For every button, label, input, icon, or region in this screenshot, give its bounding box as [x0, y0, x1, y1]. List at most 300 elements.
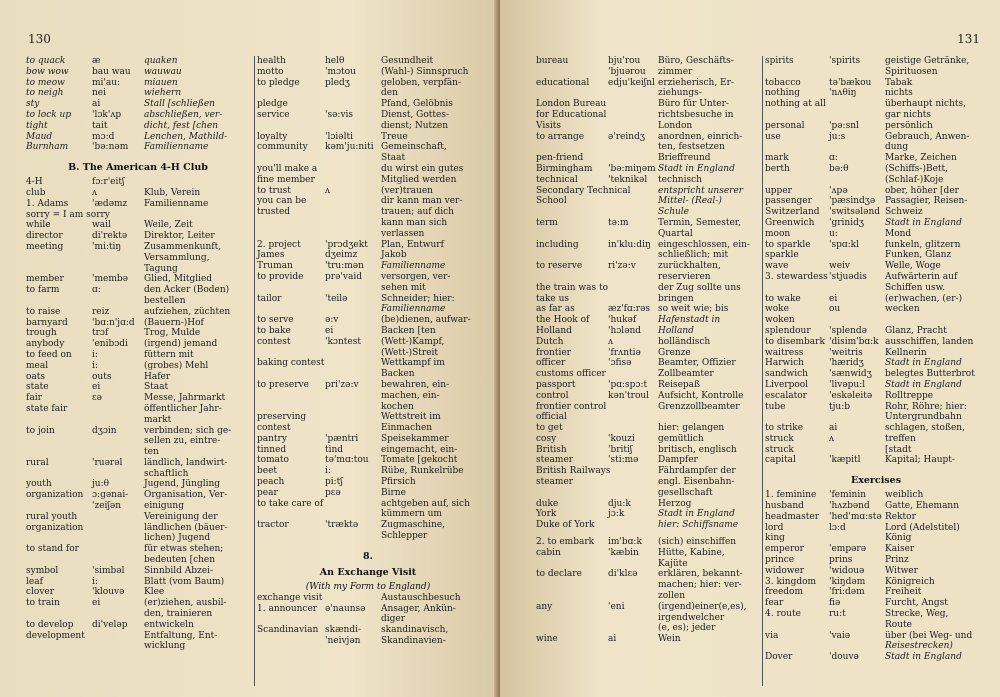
vocab-entry	[536, 186, 760, 197]
pronunciation: prə'vaid	[325, 271, 362, 282]
english-word: motto	[257, 66, 284, 77]
german-translation: Büro, Geschäfts-	[658, 56, 734, 66]
german-translation: Entfaltung, Ent-	[144, 630, 218, 641]
german-translation: (e, es); jeder	[658, 623, 716, 634]
german-translation: ten, festsetzen	[658, 142, 725, 153]
german-translation: Wein	[658, 634, 681, 645]
vocab-entry	[26, 544, 250, 555]
vocab-entry	[765, 153, 987, 164]
english-word: sparkle	[765, 250, 799, 261]
vocab-entry	[26, 598, 250, 609]
german-translation: Strecke, Weg,	[885, 609, 949, 620]
pronunciation: tə'bækou	[829, 77, 872, 88]
pronunciation: 'empərə	[829, 544, 867, 555]
vocab-entry	[26, 307, 250, 318]
english-word: capital	[765, 455, 796, 466]
english-word: husband	[765, 501, 804, 512]
pronunciation: 'ʌpə	[829, 185, 848, 196]
pronunciation: bju'rou	[608, 56, 641, 66]
english-word: leaf	[26, 576, 43, 587]
german-translation: Aufsicht, Kontrolle	[658, 390, 744, 401]
german-translation: Versammlung,	[144, 252, 210, 263]
vocab-entry	[536, 196, 760, 207]
vocab-entry	[26, 436, 250, 447]
english-word: tight	[26, 120, 48, 131]
german-translation: aufziehen, züchten	[144, 306, 231, 317]
german-translation: [stadt	[885, 444, 912, 455]
german-translation: überhaupt nichts,	[885, 99, 966, 110]
pronunciation	[92, 253, 144, 264]
pronunciation: 'bjuərou	[608, 66, 646, 77]
spacer	[765, 466, 987, 472]
vocab-entry	[26, 231, 250, 242]
vocab-entry	[765, 358, 987, 369]
vocab-entry	[257, 121, 479, 132]
german-translation: Mond	[885, 228, 912, 239]
german-translation: Aufwärterin auf	[885, 271, 958, 282]
english-word: development	[26, 630, 85, 641]
pronunciation	[325, 402, 381, 413]
vocab-entry	[765, 455, 987, 466]
vocab-entry	[765, 315, 987, 326]
vocab-entry	[26, 566, 250, 577]
pronunciation: ə:v	[325, 315, 339, 326]
german-translation: Büro für Unter-	[658, 99, 729, 110]
german-translation: Dienst, Gottes-	[381, 109, 450, 120]
german-translation: ausschiffen, landen	[885, 336, 974, 347]
pronunciation: 'kæbin	[608, 547, 639, 558]
pronunciation: 'membə	[92, 274, 128, 285]
vocab-entry	[765, 294, 987, 305]
german-translation: Furcht, Angst	[885, 598, 948, 609]
english-word: meeting	[26, 241, 64, 252]
pronunciation: 'simbəl	[92, 565, 125, 576]
vocab-entry	[257, 142, 479, 153]
english-word	[536, 207, 608, 218]
pronunciation: 'pæntri	[325, 433, 359, 444]
section-heading: B. The American 4-H Club	[68, 162, 208, 174]
vocab-entry	[536, 520, 760, 531]
vocab-entry	[765, 609, 987, 620]
vocab-entry	[26, 188, 250, 199]
vocab-entry	[765, 196, 987, 207]
english-word: tobacco	[765, 77, 801, 88]
german-translation: Pfirsich	[381, 477, 416, 488]
vocab-entry	[536, 548, 760, 559]
pronunciation: i:	[92, 576, 98, 587]
german-translation: gesellschaft	[658, 487, 713, 498]
vocab-entry	[765, 99, 987, 110]
german-translation: ländlich, landwirt-	[144, 457, 228, 468]
vocab-entry	[765, 631, 987, 642]
pronunciation: 'klouvə	[92, 587, 125, 598]
vocab-entry	[26, 479, 250, 490]
pronunciation	[608, 110, 658, 121]
german-translation: Familienname	[144, 198, 209, 209]
german-translation: Sinnbild Abzei-	[144, 565, 214, 576]
pronunciation: 'ruərəl	[92, 457, 123, 468]
vocab-entry	[536, 294, 760, 305]
pronunciation: 'livəpu:l	[829, 379, 866, 390]
english-word	[26, 609, 92, 620]
vocab-entry	[765, 533, 987, 544]
english-word: to declare	[536, 569, 582, 580]
german-translation: Brieffreund	[658, 153, 711, 164]
vocab-entry	[257, 283, 479, 294]
vocab-entry	[765, 620, 987, 631]
english-word: wine	[536, 634, 558, 645]
vocab-entry	[26, 587, 250, 598]
german-translation: ober, höher [der	[885, 185, 959, 196]
german-translation: gar nichts	[885, 109, 932, 120]
vocab-entry	[536, 250, 760, 261]
german-translation: ten	[144, 447, 159, 458]
english-word: frontier control	[536, 401, 607, 412]
pronunciation: 'prɔdʒekt	[325, 239, 368, 250]
vocab-entry	[26, 78, 250, 89]
german-translation: füttern mit	[144, 349, 194, 360]
pronunciation: ɑ:	[829, 153, 838, 164]
vocab-entry	[765, 88, 987, 99]
vocab-entry	[536, 315, 760, 326]
english-word	[257, 636, 325, 647]
german-translation: Ansager, Ankün-	[381, 603, 456, 614]
english-word: fine member	[257, 174, 315, 185]
vocab-entry	[257, 423, 479, 434]
german-translation: Glanz, Pracht	[885, 325, 947, 336]
german-translation: Organisation, Ver-	[144, 490, 228, 501]
vocab-entry	[536, 391, 760, 402]
pronunciation: lɔ:d	[829, 522, 846, 533]
german-translation: Wettkampf im	[381, 358, 445, 369]
german-translation: den Acker (Boden)	[144, 285, 230, 296]
pronunciation: ʌ	[92, 187, 98, 198]
vocab-entry	[765, 229, 987, 240]
vocab-entry	[536, 434, 760, 445]
vocab-entry	[536, 261, 760, 272]
pronunciation	[92, 469, 144, 480]
vocab-entry	[536, 164, 760, 175]
pronunciation: bau wau	[92, 66, 131, 77]
german-translation: Familienname	[144, 142, 209, 153]
german-translation: Stadt in England	[658, 163, 735, 174]
english-word: London Bureau	[536, 99, 607, 110]
english-word: officer	[536, 358, 566, 369]
left-page-column-2	[254, 56, 479, 686]
vocab-entry	[26, 609, 250, 620]
pronunciation: weiv	[829, 261, 850, 272]
pronunciation: mɔ:d	[92, 131, 115, 142]
vocab-entry	[536, 423, 760, 434]
section-heading: An Exchange Visit	[319, 566, 417, 578]
vocab-entry	[257, 250, 479, 261]
english-word	[26, 264, 92, 275]
german-translation: Witwer	[885, 565, 918, 576]
german-translation: Hafenstadt in	[658, 315, 721, 326]
english-word: lord	[765, 522, 784, 533]
pronunciation: edju'keiʃnl	[608, 77, 655, 88]
pronunciation	[608, 283, 658, 294]
vocab-entry	[257, 614, 479, 625]
pronunciation	[829, 250, 885, 261]
english-word: waitress	[765, 347, 804, 358]
vocab-entry	[765, 391, 987, 402]
vocab-entry	[257, 466, 479, 477]
german-translation: dicht, fest [chen	[144, 120, 219, 131]
pronunciation	[608, 272, 658, 283]
german-translation: Herzog	[658, 498, 692, 509]
german-translation: (Wett-)Streit	[381, 347, 439, 358]
vocab-entry	[26, 210, 250, 221]
pronunciation: 'bə:miŋəm	[608, 163, 656, 174]
english-word: to neigh	[26, 88, 64, 99]
right-page-number: 131	[957, 32, 980, 46]
pronunciation: 'spɑ:kl	[829, 239, 859, 250]
vocab-entry	[257, 625, 479, 636]
vocab-entry	[26, 296, 250, 307]
german-translation: zimmer	[658, 66, 693, 77]
vocab-entry	[765, 587, 987, 598]
pronunciation	[325, 391, 381, 402]
english-word: baking contest	[257, 358, 325, 369]
german-translation: verlassen	[381, 228, 425, 239]
pronunciation: di'veləp	[92, 619, 128, 630]
vocab-entry	[26, 555, 250, 566]
english-word: term	[536, 217, 558, 228]
vocab-entry	[536, 402, 760, 413]
vocab-entry	[765, 412, 987, 423]
pronunciation	[829, 142, 885, 153]
pronunciation	[325, 218, 381, 229]
english-word	[257, 218, 325, 229]
german-translation: quaken	[144, 56, 178, 66]
vocab-entry	[26, 177, 250, 188]
german-translation: verbinden; sich ge-	[144, 425, 232, 436]
vocab-entry	[536, 445, 760, 456]
german-translation: Staat	[144, 382, 169, 393]
english-word: anybody	[26, 339, 65, 350]
english-word: Switzerland	[765, 207, 820, 218]
german-translation: anordnen, einrich-	[658, 131, 743, 142]
german-translation: Einmachen	[381, 423, 433, 434]
vocab-entry	[257, 110, 479, 121]
german-translation: Plan, Entwurf	[381, 239, 444, 250]
english-word: 1. feminine	[765, 490, 817, 501]
german-translation: einigung	[144, 501, 184, 512]
german-translation: über (bei Weg- und	[885, 630, 973, 641]
german-translation: Gesundheit	[381, 56, 434, 66]
german-translation	[658, 412, 760, 423]
english-word: tailor	[257, 293, 282, 304]
pronunciation	[608, 591, 658, 602]
german-translation: Glied, Mitglied	[144, 274, 213, 285]
pronunciation	[325, 412, 381, 423]
pronunciation: 'widouə	[829, 565, 865, 576]
english-word: including	[536, 239, 579, 250]
english-word	[536, 88, 608, 99]
pronunciation	[608, 88, 658, 99]
vocab-entry	[257, 337, 479, 348]
german-translation: schließlich; mit	[658, 250, 729, 261]
vocab-entry	[536, 272, 760, 283]
german-translation: Prinz	[885, 555, 909, 566]
vocab-entry	[536, 229, 760, 240]
pronunciation: nei	[92, 88, 107, 99]
right-page	[500, 0, 1000, 697]
vocab-entry	[765, 641, 987, 652]
pronunciation	[608, 142, 658, 153]
pronunciation	[325, 499, 381, 510]
pronunciation	[829, 99, 885, 110]
english-word	[257, 304, 325, 315]
english-word: any	[536, 601, 553, 612]
german-translation: persönlich	[885, 120, 933, 131]
pronunciation	[608, 402, 658, 413]
english-word	[765, 67, 829, 78]
vocab-entry	[536, 99, 760, 110]
vocab-entry	[26, 447, 250, 458]
vocab-entry	[765, 175, 987, 186]
pronunciation: jɔ:k	[608, 509, 625, 520]
vocab-entry	[765, 337, 987, 348]
german-translation: Trog, Mulde	[144, 328, 201, 339]
english-word: youth	[26, 479, 52, 490]
german-translation: Schiffen usw.	[885, 282, 946, 293]
german-translation: Klub, Verein	[144, 187, 201, 198]
vocab-entry	[257, 78, 479, 89]
pronunciation: 'hukəf	[608, 315, 637, 326]
pronunciation	[325, 423, 381, 434]
german-translation: Hütte, Kabine,	[658, 547, 725, 558]
german-translation: (ver)trauen	[381, 185, 433, 196]
english-word	[26, 469, 92, 480]
vocab-entry	[257, 196, 479, 207]
pronunciation: ju:s	[829, 131, 846, 142]
vocab-entry	[765, 186, 987, 197]
german-translation: hier: Schiffsname	[658, 520, 739, 531]
english-word: state	[26, 382, 49, 393]
vocab-entry	[765, 132, 987, 143]
pronunciation: 'ædəmz	[92, 198, 128, 209]
german-translation: wauwau	[144, 66, 182, 77]
pronunciation: 'pə:snl	[829, 120, 859, 131]
english-word	[257, 614, 325, 625]
german-translation: nichts	[885, 88, 913, 99]
english-word: British	[536, 444, 567, 455]
pronunciation	[608, 196, 658, 207]
german-translation: sehen mit	[381, 282, 426, 293]
german-translation: schaftlich	[144, 468, 189, 479]
english-word: prince	[765, 555, 795, 566]
german-translation	[885, 315, 987, 326]
vocab-entry	[26, 631, 250, 642]
pronunciation: ei	[829, 293, 838, 304]
english-word: state fair	[26, 403, 68, 414]
pronunciation: tju:b	[829, 401, 850, 412]
vocab-entry	[536, 337, 760, 348]
pronunciation: 'teknikəl	[608, 174, 648, 185]
german-translation: Kajüte	[658, 558, 688, 569]
vocab-entry	[26, 382, 250, 393]
vocab-entry	[26, 426, 250, 437]
pronunciation: i:	[92, 349, 98, 360]
german-translation: Weile, Zeit	[144, 220, 193, 231]
german-translation: geistige Getränke,	[885, 56, 970, 66]
english-word: James	[257, 250, 285, 261]
english-word: tube	[765, 401, 786, 412]
english-word	[257, 531, 325, 542]
german-translation: Quartal	[658, 228, 693, 239]
english-word: director	[26, 231, 63, 242]
vocab-entry	[536, 88, 760, 99]
vocab-entry	[26, 350, 250, 361]
pronunciation: kən'troul	[608, 390, 650, 401]
english-word	[26, 253, 92, 264]
english-word: personal	[765, 120, 805, 131]
english-word: to stand for	[26, 544, 79, 555]
english-word: 2. project	[257, 239, 301, 250]
vocab-entry	[536, 153, 760, 164]
pronunciation	[608, 153, 658, 164]
vocab-entry	[536, 369, 760, 380]
german-translation: Reisestrecken)	[885, 641, 953, 652]
vocab-entry	[257, 434, 479, 445]
pronunciation	[325, 196, 381, 207]
english-word: the Hook of	[536, 315, 590, 326]
vocab-entry	[765, 348, 987, 359]
pronunciation: 'eskəleitə	[829, 390, 873, 401]
vocab-entry	[536, 623, 760, 634]
pronunciation: ai	[92, 99, 101, 110]
vocab-entry	[257, 315, 479, 326]
german-translation: machen, ein-	[381, 390, 440, 401]
pronunciation	[829, 445, 885, 456]
english-word: via	[765, 630, 779, 641]
german-translation: Tabak	[885, 77, 913, 88]
pronunciation	[325, 207, 381, 218]
pronunciation	[829, 110, 885, 121]
pronunciation: 'kæpitl	[829, 455, 861, 466]
german-translation: ländlichen (bäuer-	[144, 522, 228, 533]
pronunciation: ɔ:gənai-	[92, 490, 129, 501]
english-word: tinned	[257, 444, 287, 455]
pronunciation	[608, 412, 658, 423]
german-translation: (be)dienen, aufwar-	[381, 315, 471, 326]
german-translation: britisch, englisch	[658, 444, 737, 455]
english-word: to preserve	[257, 379, 309, 390]
vocab-entry	[26, 121, 250, 132]
pronunciation	[325, 99, 381, 110]
vocab-entry	[257, 164, 479, 175]
german-translation: Rolltreppe	[885, 390, 934, 401]
english-word: beet	[257, 466, 278, 477]
pronunciation	[608, 623, 658, 634]
english-word: Liverpool	[765, 379, 809, 390]
english-word: freedom	[765, 587, 803, 598]
vocab-entry	[765, 555, 987, 566]
pronunciation: ru:t	[829, 609, 846, 620]
german-translation: für etwas stehen;	[144, 544, 224, 555]
german-translation: (Bauern-)Hof	[144, 317, 204, 328]
german-translation: Tagung	[144, 263, 178, 274]
german-translation: Zollbeamter	[658, 369, 714, 380]
vocab-entry	[536, 477, 760, 488]
vocab-entry	[257, 391, 479, 402]
vocab-entry	[26, 220, 250, 231]
pronunciation: 'teilə	[325, 293, 348, 304]
english-word: rural	[26, 457, 49, 468]
english-word: cosy	[536, 433, 557, 444]
